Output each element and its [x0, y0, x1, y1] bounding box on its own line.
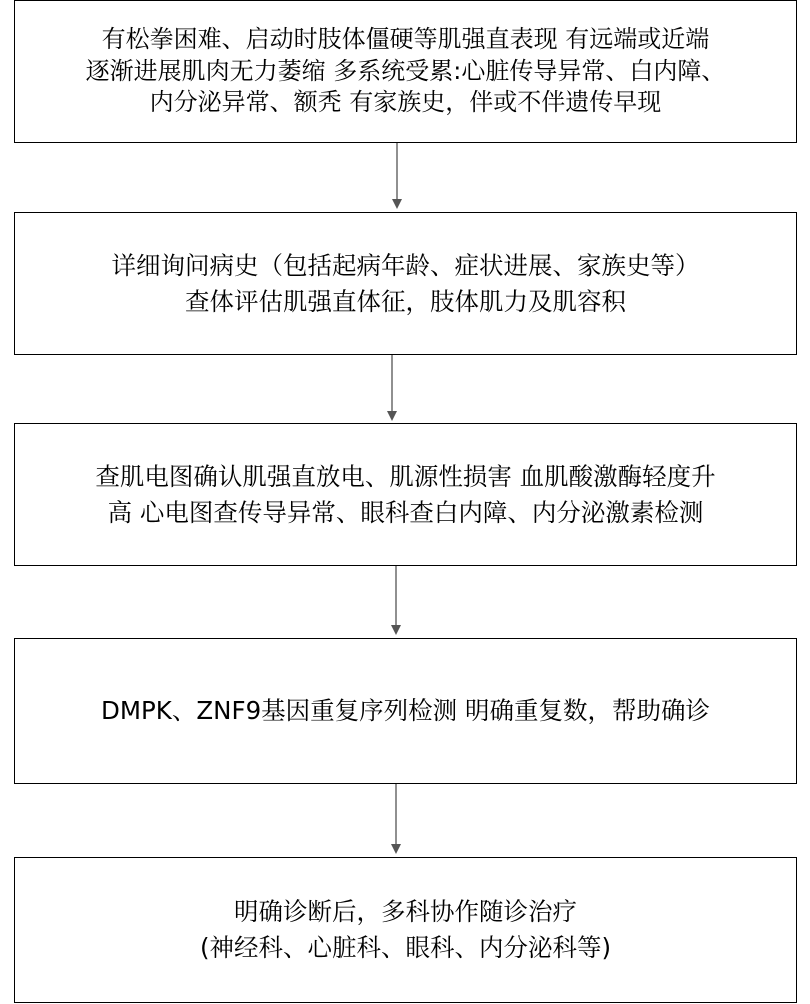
- step-1-line-1: 有松拳困难、启动时肢体僵硬等肌强直表现 有远端或近端: [101, 24, 710, 53]
- step-box-symptoms: [14, 0, 797, 143]
- arrow-3-to-4: [391, 566, 401, 635]
- step-3-line-1: 查肌电图确认肌强直放电、肌源性损害 血肌酸激酶轻度升: [95, 461, 716, 491]
- step-1-line-3: 内分泌异常、额秃 有家族史，伴或不伴遗传早现: [149, 88, 662, 117]
- step-5-line-2: (神经科、心脏科、眼科、内分泌科等): [199, 933, 612, 962]
- step-2-line-2: 查体评估肌强直体征，肢体肌力及肌容积: [185, 286, 626, 316]
- step-3-line-2: 高 心电图查传导异常、眼科查白内障、内分泌激素检测: [107, 497, 704, 527]
- arrow-1-to-2: [392, 143, 402, 209]
- step-4-line-1: DMPK、ZNF9基因重复序列检测 明确重复数，帮助确诊: [101, 696, 710, 726]
- step-box-tests: [14, 423, 797, 566]
- arrow-4-to-5: [391, 784, 401, 854]
- step-box-treatment: [14, 857, 797, 1003]
- step-2-line-1: 详细询问病史（包括起病年龄、症状进展、家族史等）: [111, 250, 700, 280]
- step-5-line-1: 明确诊断后，多科协作随诊治疗: [234, 897, 577, 927]
- step-1-line-2: 逐渐进展肌肉无力萎缩 多系统受累:心脏传导异常、白内障、: [85, 56, 726, 85]
- step-box-history-exam: [14, 212, 797, 355]
- arrow-2-to-3: [387, 355, 397, 421]
- step-box-genetic-testing: [14, 638, 797, 784]
